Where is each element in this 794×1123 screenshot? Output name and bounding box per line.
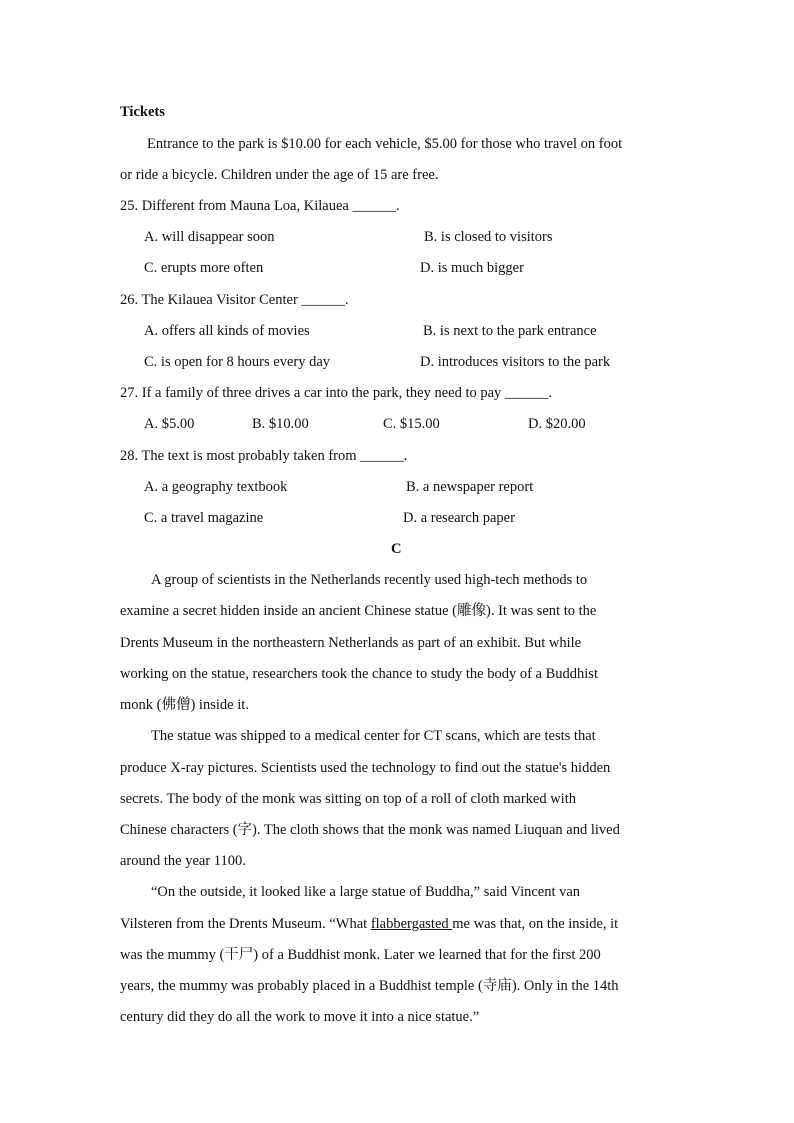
passage-c-p1-line-5: monk (佛僧) inside it. bbox=[120, 697, 249, 713]
passage-c-p2-line-1: The statue was shipped to a medical center for CT scans, which are tests that bbox=[151, 728, 596, 744]
question-25-option-c: C. erupts more often bbox=[144, 260, 264, 276]
underlined-word-flabbergasted: flabbergasted bbox=[370, 916, 453, 932]
question-25-option-d: D. is much bigger bbox=[420, 260, 524, 276]
tickets-heading: Tickets bbox=[120, 104, 165, 120]
question-28-stem: 28. The text is most probably taken from ______. bbox=[120, 448, 408, 464]
question-26-option-a: A. offers all kinds of movies bbox=[144, 323, 310, 339]
passage-c-p1-line-1: A group of scientists in the Netherlands recently used high-tech methods to bbox=[151, 572, 588, 588]
passage-c-p3-line-3: was the mummy (干尸) of a Buddhist monk. Later we learned that for the first 200 bbox=[120, 947, 601, 963]
tickets-text-line-1: Entrance to the park is $10.00 for each vehicle, $5.00 for those who travel on foot bbox=[147, 136, 623, 152]
question-27-stem: 27. If a family of three drives a car into the park, they need to pay ______. bbox=[120, 385, 553, 401]
passage-c-p1-line-4: working on the statue, researchers took the chance to study the body of a Buddhist bbox=[120, 666, 598, 682]
question-28-option-c: C. a travel magazine bbox=[144, 510, 264, 526]
question-28-option-b: B. a newspaper report bbox=[406, 479, 534, 495]
question-26-option-d: D. introduces visitors to the park bbox=[420, 354, 611, 370]
question-25-option-a: A. will disappear soon bbox=[144, 229, 275, 245]
passage-c-p3-line-2 bbox=[120, 917, 618, 932]
passage-c-p1-line-2: examine a secret hidden inside an ancient Chinese statue (雕像). It was sent to the bbox=[120, 603, 597, 619]
passage-c-p3-line-2-before: Vilsteren from the Drents Museum. “What bbox=[120, 916, 371, 932]
question-26-option-c: C. is open for 8 hours every day bbox=[144, 354, 331, 370]
passage-c-p2-line-5: around the year 1100. bbox=[120, 853, 246, 869]
question-27-option-d: D. $20.00 bbox=[528, 416, 586, 432]
passage-c-p3-line-4: years, the mummy was probably placed in a Buddhist temple (寺庙). Only in the 14th bbox=[120, 978, 619, 994]
question-27-option-a: A. $5.00 bbox=[144, 416, 195, 432]
passage-c-p3-line-5: century did they do all the work to move it into a nice statue.” bbox=[120, 1009, 480, 1025]
question-27-option-b: B. $10.00 bbox=[252, 416, 309, 432]
question-27-option-c: C. $15.00 bbox=[383, 416, 440, 432]
question-28-option-d: D. a research paper bbox=[403, 510, 515, 526]
question-25-stem: 25. Different from Mauna Loa, Kilauea ______. bbox=[120, 198, 400, 214]
tickets-text-line-2: or ride a bicycle. Children under the age of 15 are free. bbox=[120, 167, 439, 183]
question-28-option-a: A. a geography textbook bbox=[144, 479, 288, 495]
question-26-stem: 26. The Kilauea Visitor Center ______. bbox=[120, 292, 349, 308]
question-25-option-b: B. is closed to visitors bbox=[424, 229, 553, 245]
passage-c-p2-line-2: produce X-ray pictures. Scientists used the technology to find out the statue's hidden bbox=[120, 760, 611, 776]
question-26-option-b: B. is next to the park entrance bbox=[423, 323, 597, 339]
passage-c-p1-line-3: Drents Museum in the northeastern Netherlands as part of an exhibit. But while bbox=[120, 635, 582, 651]
passage-c-p2-line-3: secrets. The body of the monk was sitting on top of a roll of cloth marked with bbox=[120, 791, 576, 807]
passage-c-p3-line-2-after: me was that, on the inside, it bbox=[452, 916, 619, 932]
passage-c-heading: C bbox=[391, 541, 402, 557]
passage-c-p2-line-4: Chinese characters (字). The cloth shows that the monk was named Liuquan and lived bbox=[120, 822, 620, 838]
passage-c-p3-line-1: “On the outside, it looked like a large statue of Buddha,” said Vincent van bbox=[151, 884, 581, 900]
